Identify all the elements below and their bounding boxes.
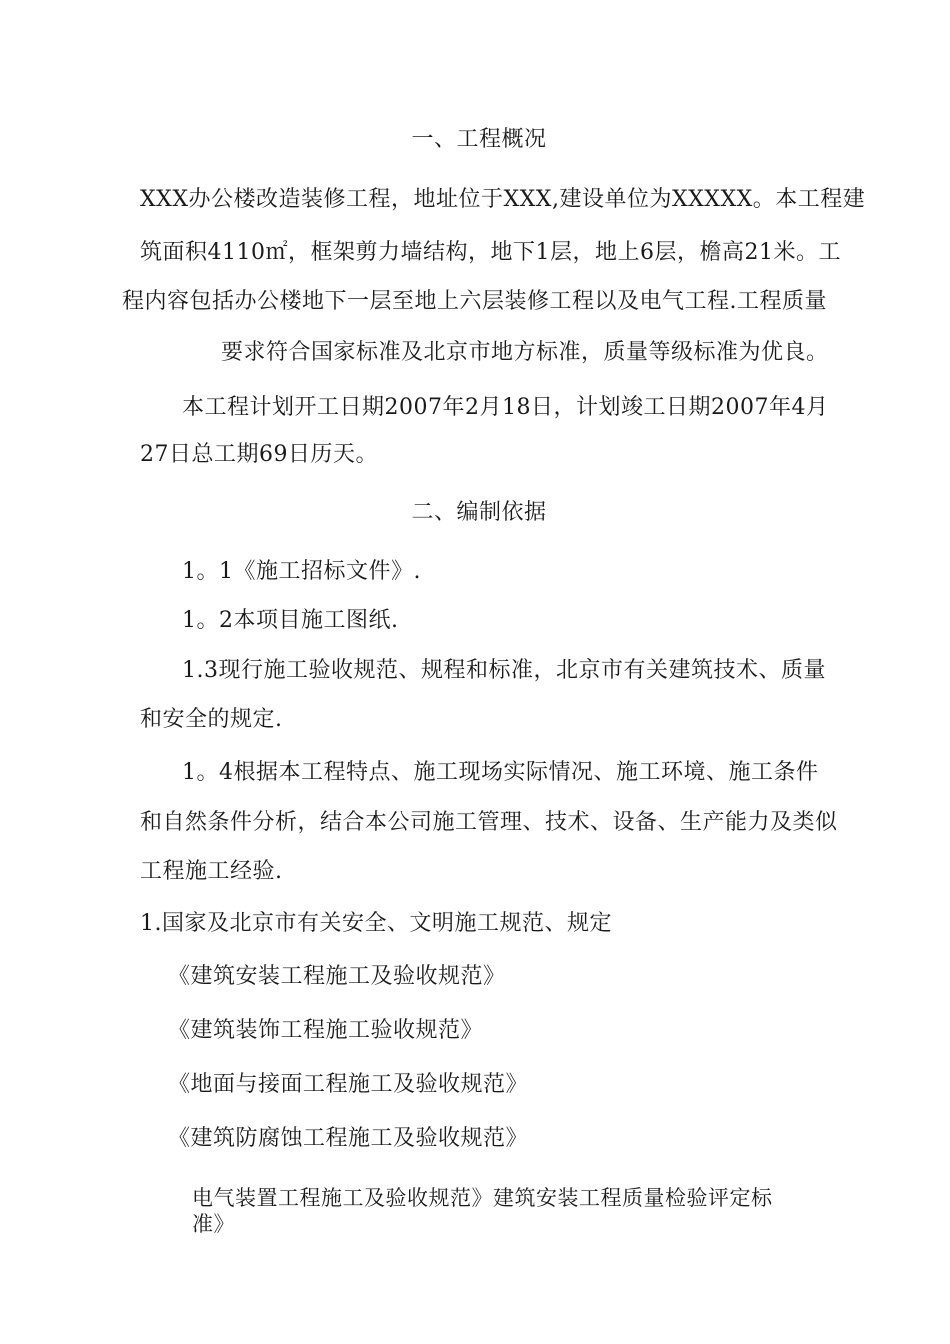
paragraph-line: XXX办公楼改造装修工程，地址位于XXX,建设单位为XXXXX。本工程建 (140, 187, 866, 212)
section-heading-overview: 一、工程概况 (411, 127, 547, 152)
standard-item: 《地面与接面工程施工及验收规范》 (168, 1072, 529, 1097)
standard-item: 《建筑安装工程施工及验收规范》 (168, 964, 506, 989)
basis-item-continued: 工程施工经验. (140, 859, 283, 884)
section-heading-basis: 二、编制依据 (411, 500, 547, 525)
paragraph-line: 27日总工期69日历天。 (140, 442, 378, 467)
paragraph-line: 要求符合国家标准及北京市地方标准，质量等级标准为优良。 (221, 340, 829, 365)
list-heading: 1.国家及北京市有关安全、文明施工规范、规定 (140, 911, 612, 936)
standard-item: 《建筑装饰工程施工验收规范》 (168, 1018, 484, 1043)
paragraph-line: 程内容包括办公楼地下一层至地上六层装修工程以及电气工程.工程质量 (122, 289, 827, 314)
standard-item: 《建筑防腐蚀工程施工及验收规范》 (168, 1126, 529, 1151)
basis-item: 1。2本项目施工图纸. (182, 608, 399, 633)
basis-item-continued: 和安全的规定. (140, 707, 283, 732)
basis-item-continued: 和自然条件分析，结合本公司施工管理、技术、设备、生产能力及类似 (140, 810, 838, 835)
standard-item-combined-continued: 准》 (192, 1212, 235, 1236)
basis-item: 1。1《施工招标文件》. (182, 559, 421, 584)
basis-item: 1.3现行施工验收规范、规程和标准，北京市有关建筑技术、质量 (182, 658, 826, 683)
basis-item: 1。4根据本工程特点、施工现场实际情况、施工环境、施工条件 (182, 760, 819, 785)
paragraph-line: 本工程计划开工日期2007年2月18日，计划竣工日期2007年4月 (182, 395, 829, 420)
standard-item-combined: 电气装置工程施工及验收规范》建筑安装工程质量检验评定标 (192, 1186, 773, 1210)
paragraph-line: 筑面积4110㎡，框架剪力墙结构，地下1层，地上6层，檐高21米。工 (140, 240, 841, 265)
